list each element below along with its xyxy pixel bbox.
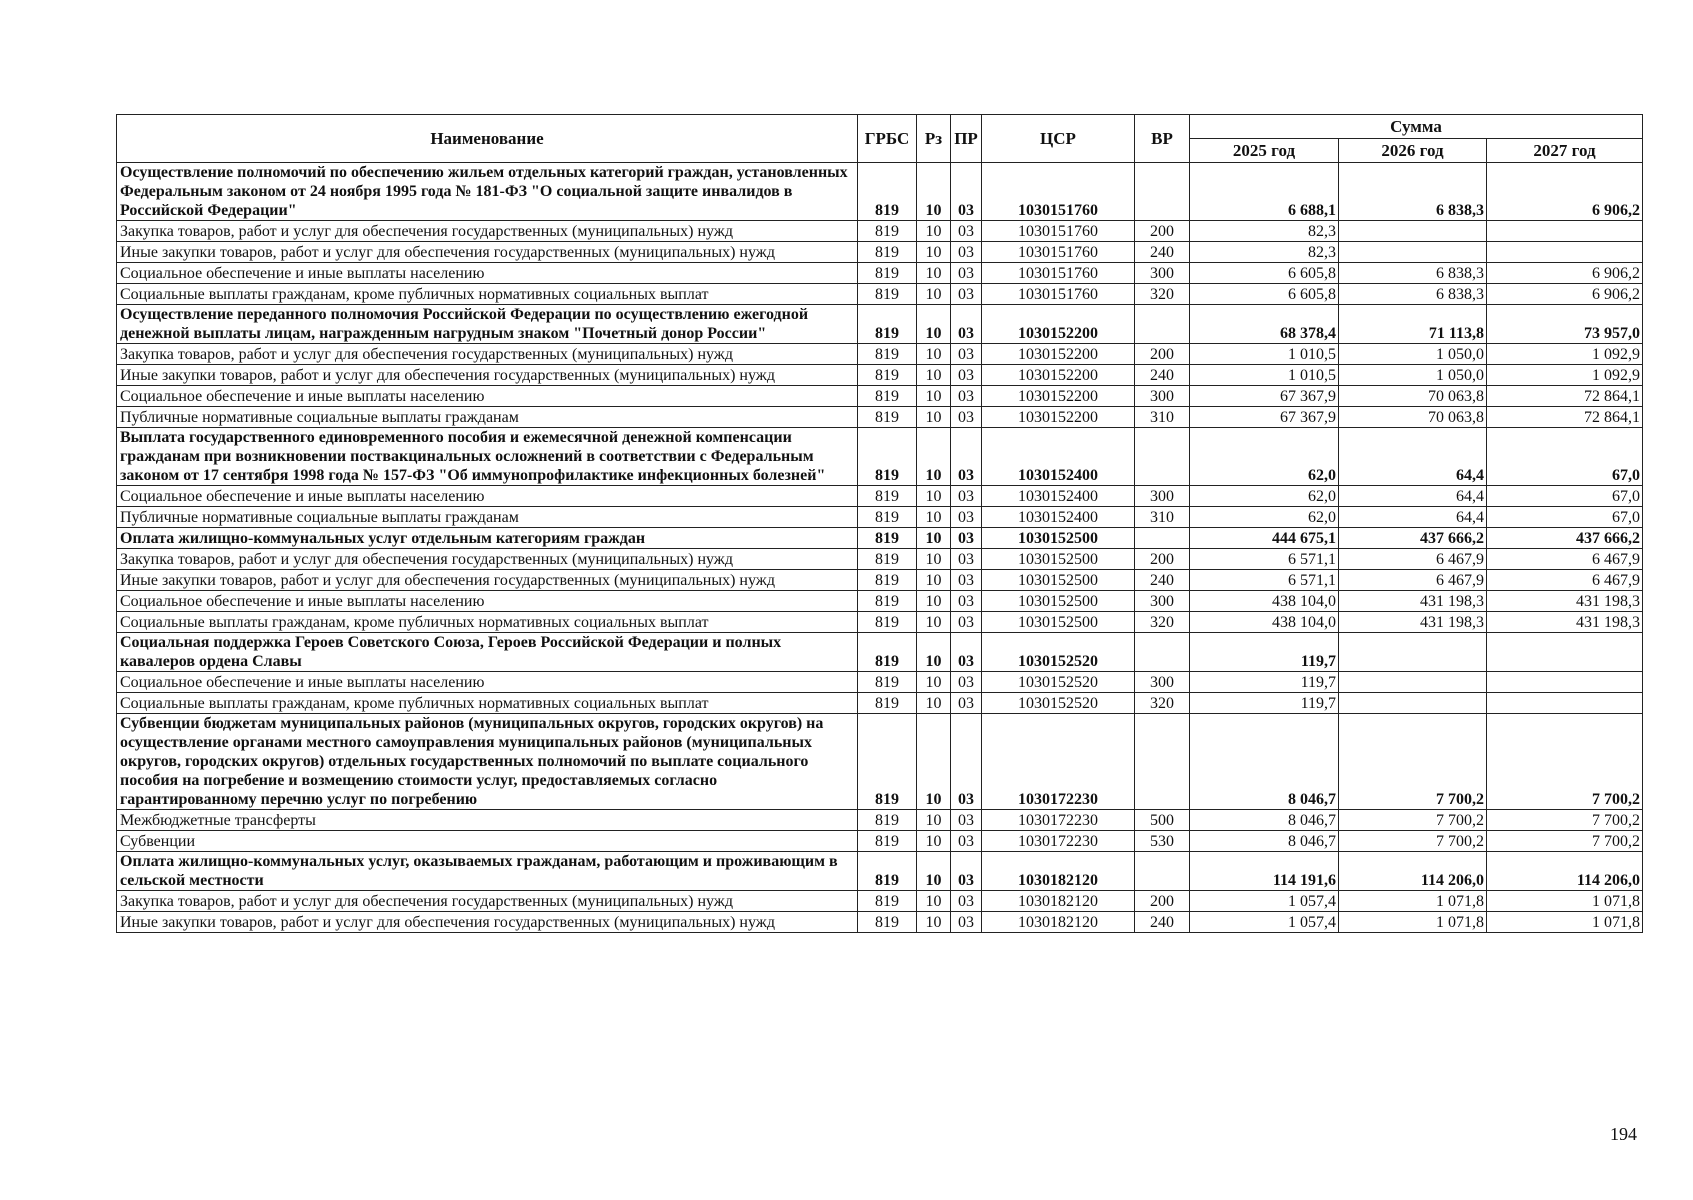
row-vr: 240 <box>1135 570 1190 591</box>
row-rz: 10 <box>917 221 951 242</box>
row-sum-2025: 1 010,5 <box>1190 365 1339 386</box>
row-grbs: 819 <box>858 365 917 386</box>
row-sum-2026: 431 198,3 <box>1339 612 1487 633</box>
row-name: Закупка товаров, работ и услуг для обеспечения государственных (муниципальных) нужд <box>117 221 858 242</box>
row-sum-2026: 64,4 <box>1339 428 1487 486</box>
row-sum-2025: 67 367,9 <box>1190 407 1339 428</box>
row-sum-2025: 6 605,8 <box>1190 284 1339 305</box>
row-grbs: 819 <box>858 714 917 810</box>
row-sum-2026: 64,4 <box>1339 507 1487 528</box>
row-sum-2027: 72 864,1 <box>1487 386 1643 407</box>
row-sum-2025: 119,7 <box>1190 672 1339 693</box>
row-csr: 1030152500 <box>982 591 1135 612</box>
row-sum-2027: 1 071,8 <box>1487 912 1643 933</box>
row-grbs: 819 <box>858 831 917 852</box>
table-row <box>117 672 1643 693</box>
row-rz: 10 <box>917 163 951 221</box>
table-row <box>117 570 1643 591</box>
row-name: Социальное обеспечение и иные выплаты населению <box>117 486 858 507</box>
table-row-section <box>117 305 1643 344</box>
row-pr: 03 <box>951 591 982 612</box>
row-pr: 03 <box>951 612 982 633</box>
row-pr: 03 <box>951 407 982 428</box>
row-rz: 10 <box>917 912 951 933</box>
row-pr: 03 <box>951 344 982 365</box>
row-sum-2027: 6 906,2 <box>1487 284 1643 305</box>
table-row <box>117 344 1643 365</box>
table-row <box>117 263 1643 284</box>
row-grbs: 819 <box>858 912 917 933</box>
row-sum-2025: 444 675,1 <box>1190 528 1339 549</box>
row-sum-2026: 114 206,0 <box>1339 852 1487 891</box>
row-pr: 03 <box>951 163 982 221</box>
table-row-section <box>117 633 1643 672</box>
row-name: Осуществление переданного полномочия Российской Федерации по осуществлению ежегодной денежной выплаты лицам, награжденным нагрудным знаком "Почетный донор России" <box>117 305 858 344</box>
row-pr: 03 <box>951 831 982 852</box>
row-csr: 1030151760 <box>982 163 1135 221</box>
row-pr: 03 <box>951 528 982 549</box>
row-name: Закупка товаров, работ и услуг для обеспечения государственных (муниципальных) нужд <box>117 549 858 570</box>
row-sum-2025: 67 367,9 <box>1190 386 1339 407</box>
row-sum-2025: 119,7 <box>1190 633 1339 672</box>
row-csr: 1030151760 <box>982 263 1135 284</box>
header-sum: Сумма <box>1190 115 1643 139</box>
row-rz: 10 <box>917 714 951 810</box>
row-name: Социальное обеспечение и иные выплаты населению <box>117 591 858 612</box>
row-vr: 200 <box>1135 221 1190 242</box>
row-pr: 03 <box>951 365 982 386</box>
row-csr: 1030152200 <box>982 305 1135 344</box>
row-vr <box>1135 633 1190 672</box>
row-sum-2027 <box>1487 221 1643 242</box>
table-row-section <box>117 528 1643 549</box>
row-sum-2026: 70 063,8 <box>1339 386 1487 407</box>
row-sum-2026: 6 838,3 <box>1339 284 1487 305</box>
row-csr: 1030172230 <box>982 810 1135 831</box>
table-row-section <box>117 852 1643 891</box>
row-csr: 1030152400 <box>982 486 1135 507</box>
row-rz: 10 <box>917 591 951 612</box>
row-sum-2027: 67,0 <box>1487 486 1643 507</box>
row-csr: 1030152500 <box>982 612 1135 633</box>
row-csr: 1030152200 <box>982 365 1135 386</box>
header-csr: ЦСР <box>982 115 1135 163</box>
row-vr: 300 <box>1135 591 1190 612</box>
row-sum-2025: 62,0 <box>1190 486 1339 507</box>
row-rz: 10 <box>917 693 951 714</box>
row-sum-2027: 7 700,2 <box>1487 714 1643 810</box>
row-sum-2026: 7 700,2 <box>1339 714 1487 810</box>
table-row <box>117 507 1643 528</box>
row-sum-2025: 114 191,6 <box>1190 852 1339 891</box>
row-sum-2025: 8 046,7 <box>1190 810 1339 831</box>
row-vr: 200 <box>1135 549 1190 570</box>
table-row <box>117 549 1643 570</box>
row-sum-2026: 1 050,0 <box>1339 344 1487 365</box>
row-grbs: 819 <box>858 507 917 528</box>
row-sum-2026: 6 467,9 <box>1339 549 1487 570</box>
row-name: Социальное обеспечение и иные выплаты населению <box>117 672 858 693</box>
row-sum-2027: 437 666,2 <box>1487 528 1643 549</box>
row-name: Социальное обеспечение и иные выплаты населению <box>117 263 858 284</box>
row-vr <box>1135 714 1190 810</box>
row-vr: 320 <box>1135 693 1190 714</box>
row-rz: 10 <box>917 486 951 507</box>
row-pr: 03 <box>951 305 982 344</box>
row-sum-2026: 1 050,0 <box>1339 365 1487 386</box>
row-csr: 1030172230 <box>982 714 1135 810</box>
row-pr: 03 <box>951 486 982 507</box>
row-sum-2025: 438 104,0 <box>1190 591 1339 612</box>
table-row-section <box>117 714 1643 810</box>
row-sum-2025: 6 688,1 <box>1190 163 1339 221</box>
row-sum-2026: 1 071,8 <box>1339 891 1487 912</box>
table-row <box>117 365 1643 386</box>
row-pr: 03 <box>951 633 982 672</box>
table-row <box>117 693 1643 714</box>
row-pr: 03 <box>951 263 982 284</box>
row-rz: 10 <box>917 633 951 672</box>
row-vr <box>1135 428 1190 486</box>
row-name: Закупка товаров, работ и услуг для обеспечения государственных (муниципальных) нужд <box>117 891 858 912</box>
row-pr: 03 <box>951 242 982 263</box>
row-rz: 10 <box>917 831 951 852</box>
row-grbs: 819 <box>858 852 917 891</box>
row-grbs: 819 <box>858 486 917 507</box>
row-sum-2027: 73 957,0 <box>1487 305 1643 344</box>
row-csr: 1030152200 <box>982 344 1135 365</box>
row-csr: 1030152400 <box>982 428 1135 486</box>
row-sum-2026 <box>1339 242 1487 263</box>
table-body <box>117 163 1643 933</box>
row-vr: 320 <box>1135 612 1190 633</box>
row-rz: 10 <box>917 891 951 912</box>
row-name: Социальное обеспечение и иные выплаты населению <box>117 386 858 407</box>
row-name: Иные закупки товаров, работ и услуг для обеспечения государственных (муниципальных) нужд <box>117 912 858 933</box>
row-pr: 03 <box>951 714 982 810</box>
row-sum-2025: 6 605,8 <box>1190 263 1339 284</box>
row-pr: 03 <box>951 891 982 912</box>
row-sum-2027: 431 198,3 <box>1487 591 1643 612</box>
row-csr: 1030152400 <box>982 507 1135 528</box>
row-name: Оплата жилищно-коммунальных услуг отдельным категориям граждан <box>117 528 858 549</box>
row-sum-2026: 6 838,3 <box>1339 163 1487 221</box>
row-name: Закупка товаров, работ и услуг для обеспечения государственных (муниципальных) нужд <box>117 344 858 365</box>
row-csr: 1030152200 <box>982 386 1135 407</box>
row-sum-2027: 7 700,2 <box>1487 810 1643 831</box>
row-sum-2026: 437 666,2 <box>1339 528 1487 549</box>
row-csr: 1030152500 <box>982 528 1135 549</box>
row-csr: 1030152520 <box>982 633 1135 672</box>
row-vr: 200 <box>1135 344 1190 365</box>
row-sum-2026 <box>1339 693 1487 714</box>
row-name: Публичные нормативные социальные выплаты гражданам <box>117 507 858 528</box>
row-pr: 03 <box>951 221 982 242</box>
row-grbs: 819 <box>858 528 917 549</box>
row-name: Субвенции <box>117 831 858 852</box>
row-pr: 03 <box>951 672 982 693</box>
row-sum-2025: 62,0 <box>1190 428 1339 486</box>
row-pr: 03 <box>951 507 982 528</box>
row-grbs: 819 <box>858 263 917 284</box>
row-sum-2026: 7 700,2 <box>1339 810 1487 831</box>
row-sum-2025: 1 057,4 <box>1190 912 1339 933</box>
row-vr <box>1135 528 1190 549</box>
row-sum-2027: 114 206,0 <box>1487 852 1643 891</box>
row-sum-2026: 431 198,3 <box>1339 591 1487 612</box>
row-sum-2027: 6 906,2 <box>1487 163 1643 221</box>
row-pr: 03 <box>951 693 982 714</box>
row-pr: 03 <box>951 428 982 486</box>
row-sum-2026: 6 467,9 <box>1339 570 1487 591</box>
row-sum-2025: 68 378,4 <box>1190 305 1339 344</box>
row-sum-2027 <box>1487 693 1643 714</box>
table-header <box>117 115 1643 163</box>
header-vr: ВР <box>1135 115 1190 163</box>
row-sum-2025: 6 571,1 <box>1190 570 1339 591</box>
row-grbs: 819 <box>858 163 917 221</box>
header-name: Наименование <box>117 115 858 163</box>
row-name: Осуществление полномочий по обеспечению жильем отдельных категорий граждан, установленных Федеральным законом от 24 ноября 1995 года № 181-ФЗ "О социальной защите инвалидов в Российской Федерации" <box>117 163 858 221</box>
row-sum-2026: 1 071,8 <box>1339 912 1487 933</box>
row-rz: 10 <box>917 344 951 365</box>
row-rz: 10 <box>917 365 951 386</box>
row-name: Публичные нормативные социальные выплаты гражданам <box>117 407 858 428</box>
row-vr: 240 <box>1135 242 1190 263</box>
row-sum-2027: 7 700,2 <box>1487 831 1643 852</box>
row-rz: 10 <box>917 852 951 891</box>
row-rz: 10 <box>917 549 951 570</box>
row-vr: 300 <box>1135 386 1190 407</box>
row-grbs: 819 <box>858 591 917 612</box>
header-year-2026: 2026 год <box>1339 139 1487 163</box>
row-vr: 240 <box>1135 365 1190 386</box>
row-sum-2027: 67,0 <box>1487 428 1643 486</box>
row-pr: 03 <box>951 549 982 570</box>
row-pr: 03 <box>951 852 982 891</box>
table-row <box>117 810 1643 831</box>
row-grbs: 819 <box>858 242 917 263</box>
row-csr: 1030152500 <box>982 549 1135 570</box>
page-number: 194 <box>1610 1124 1637 1144</box>
row-sum-2027: 1 092,9 <box>1487 365 1643 386</box>
row-sum-2027 <box>1487 633 1643 672</box>
row-rz: 10 <box>917 305 951 344</box>
row-vr: 300 <box>1135 263 1190 284</box>
row-sum-2025: 82,3 <box>1190 242 1339 263</box>
row-sum-2027: 6 906,2 <box>1487 263 1643 284</box>
row-name: Иные закупки товаров, работ и услуг для обеспечения государственных (муниципальных) нужд <box>117 242 858 263</box>
row-vr: 240 <box>1135 912 1190 933</box>
row-sum-2026 <box>1339 672 1487 693</box>
row-sum-2025: 119,7 <box>1190 693 1339 714</box>
row-grbs: 819 <box>858 344 917 365</box>
row-grbs: 819 <box>858 386 917 407</box>
row-rz: 10 <box>917 507 951 528</box>
row-csr: 1030151760 <box>982 242 1135 263</box>
header-grbs: ГРБС <box>858 115 917 163</box>
header-rz: Рз <box>917 115 951 163</box>
row-sum-2025: 82,3 <box>1190 221 1339 242</box>
row-grbs: 819 <box>858 284 917 305</box>
row-grbs: 819 <box>858 693 917 714</box>
row-csr: 1030182120 <box>982 912 1135 933</box>
row-sum-2026 <box>1339 221 1487 242</box>
row-vr: 300 <box>1135 486 1190 507</box>
row-csr: 1030151760 <box>982 221 1135 242</box>
row-csr: 1030151760 <box>982 284 1135 305</box>
row-csr: 1030152520 <box>982 693 1135 714</box>
table-row <box>117 486 1643 507</box>
row-rz: 10 <box>917 242 951 263</box>
row-sum-2026: 70 063,8 <box>1339 407 1487 428</box>
row-csr: 1030152200 <box>982 407 1135 428</box>
row-name: Межбюджетные трансферты <box>117 810 858 831</box>
row-vr: 200 <box>1135 891 1190 912</box>
row-pr: 03 <box>951 912 982 933</box>
row-vr: 500 <box>1135 810 1190 831</box>
row-name: Иные закупки товаров, работ и услуг для обеспечения государственных (муниципальных) нужд <box>117 365 858 386</box>
row-rz: 10 <box>917 386 951 407</box>
row-grbs: 819 <box>858 570 917 591</box>
row-sum-2025: 6 571,1 <box>1190 549 1339 570</box>
row-rz: 10 <box>917 612 951 633</box>
row-vr <box>1135 305 1190 344</box>
row-sum-2027: 67,0 <box>1487 507 1643 528</box>
table-row <box>117 912 1643 933</box>
table-row <box>117 407 1643 428</box>
row-vr: 310 <box>1135 407 1190 428</box>
row-rz: 10 <box>917 528 951 549</box>
table-row <box>117 831 1643 852</box>
row-sum-2025: 8 046,7 <box>1190 714 1339 810</box>
row-name: Оплата жилищно-коммунальных услуг, оказываемых гражданам, работающим и проживающим в сельской местности <box>117 852 858 891</box>
row-vr: 310 <box>1135 507 1190 528</box>
row-grbs: 819 <box>858 612 917 633</box>
row-name: Социальные выплаты гражданам, кроме публичных нормативных социальных выплат <box>117 693 858 714</box>
row-sum-2027: 6 467,9 <box>1487 570 1643 591</box>
header-pr: ПР <box>951 115 982 163</box>
row-csr: 1030182120 <box>982 852 1135 891</box>
row-name: Выплата государственного единовременного пособия и ежемесячной денежной компенсации гражданам при возникновении поствакцинальных осложнений в соответствии с Федеральным законом от 17 сентября 1998 года № 157-ФЗ "Об иммунопрофилактике инфекционных болезней" <box>117 428 858 486</box>
row-vr <box>1135 852 1190 891</box>
table-row <box>117 386 1643 407</box>
row-vr: 530 <box>1135 831 1190 852</box>
table-row <box>117 242 1643 263</box>
row-csr: 1030172230 <box>982 831 1135 852</box>
row-csr: 1030152520 <box>982 672 1135 693</box>
row-name: Социальные выплаты гражданам, кроме публичных нормативных социальных выплат <box>117 612 858 633</box>
row-vr: 320 <box>1135 284 1190 305</box>
row-vr <box>1135 163 1190 221</box>
row-sum-2026: 7 700,2 <box>1339 831 1487 852</box>
row-sum-2027: 431 198,3 <box>1487 612 1643 633</box>
row-rz: 10 <box>917 263 951 284</box>
row-csr: 1030182120 <box>982 891 1135 912</box>
row-rz: 10 <box>917 407 951 428</box>
row-name: Иные закупки товаров, работ и услуг для обеспечения государственных (муниципальных) нужд <box>117 570 858 591</box>
row-grbs: 819 <box>858 810 917 831</box>
row-grbs: 819 <box>858 672 917 693</box>
row-rz: 10 <box>917 570 951 591</box>
row-sum-2026: 64,4 <box>1339 486 1487 507</box>
row-grbs: 819 <box>858 407 917 428</box>
row-sum-2027 <box>1487 242 1643 263</box>
row-sum-2025: 62,0 <box>1190 507 1339 528</box>
row-rz: 10 <box>917 284 951 305</box>
row-sum-2026: 6 838,3 <box>1339 263 1487 284</box>
row-sum-2027: 1 092,9 <box>1487 344 1643 365</box>
row-name: Социальная поддержка Героев Советского Союза, Героев Российской Федерации и полных кавалеров ордена Славы <box>117 633 858 672</box>
row-sum-2027 <box>1487 672 1643 693</box>
row-pr: 03 <box>951 284 982 305</box>
row-sum-2025: 1 010,5 <box>1190 344 1339 365</box>
row-pr: 03 <box>951 810 982 831</box>
row-sum-2027: 72 864,1 <box>1487 407 1643 428</box>
row-grbs: 819 <box>858 305 917 344</box>
table-row <box>117 612 1643 633</box>
row-name: Социальные выплаты гражданам, кроме публичных нормативных социальных выплат <box>117 284 858 305</box>
row-sum-2025: 438 104,0 <box>1190 612 1339 633</box>
row-pr: 03 <box>951 386 982 407</box>
table-row <box>117 221 1643 242</box>
row-sum-2027: 1 071,8 <box>1487 891 1643 912</box>
row-sum-2025: 1 057,4 <box>1190 891 1339 912</box>
row-sum-2025: 8 046,7 <box>1190 831 1339 852</box>
table-row-section <box>117 163 1643 221</box>
table-row <box>117 591 1643 612</box>
header-year-2025: 2025 год <box>1190 139 1339 163</box>
row-grbs: 819 <box>858 428 917 486</box>
row-pr: 03 <box>951 570 982 591</box>
table-row <box>117 284 1643 305</box>
row-csr: 1030152500 <box>982 570 1135 591</box>
table-row-section <box>117 428 1643 486</box>
row-rz: 10 <box>917 810 951 831</box>
row-grbs: 819 <box>858 891 917 912</box>
row-name: Субвенции бюджетам муниципальных районов (муниципальных округов, городских округов) на осуществление органами местного самоуправления муниципальных районов (муниципальных округов, городских округов) отдельных государственных полномочий по выплате социального пособия на погребение и возмещению стоимости услуг, предоставляемых согласно гарантированному перечню услуг по погребению <box>117 714 858 810</box>
row-sum-2026 <box>1339 633 1487 672</box>
row-sum-2027: 6 467,9 <box>1487 549 1643 570</box>
budget-table <box>116 114 1643 933</box>
table-row <box>117 891 1643 912</box>
row-sum-2026: 71 113,8 <box>1339 305 1487 344</box>
row-grbs: 819 <box>858 221 917 242</box>
header-year-2027: 2027 год <box>1487 139 1643 163</box>
row-grbs: 819 <box>858 633 917 672</box>
row-rz: 10 <box>917 428 951 486</box>
row-grbs: 819 <box>858 549 917 570</box>
row-rz: 10 <box>917 672 951 693</box>
row-vr: 300 <box>1135 672 1190 693</box>
